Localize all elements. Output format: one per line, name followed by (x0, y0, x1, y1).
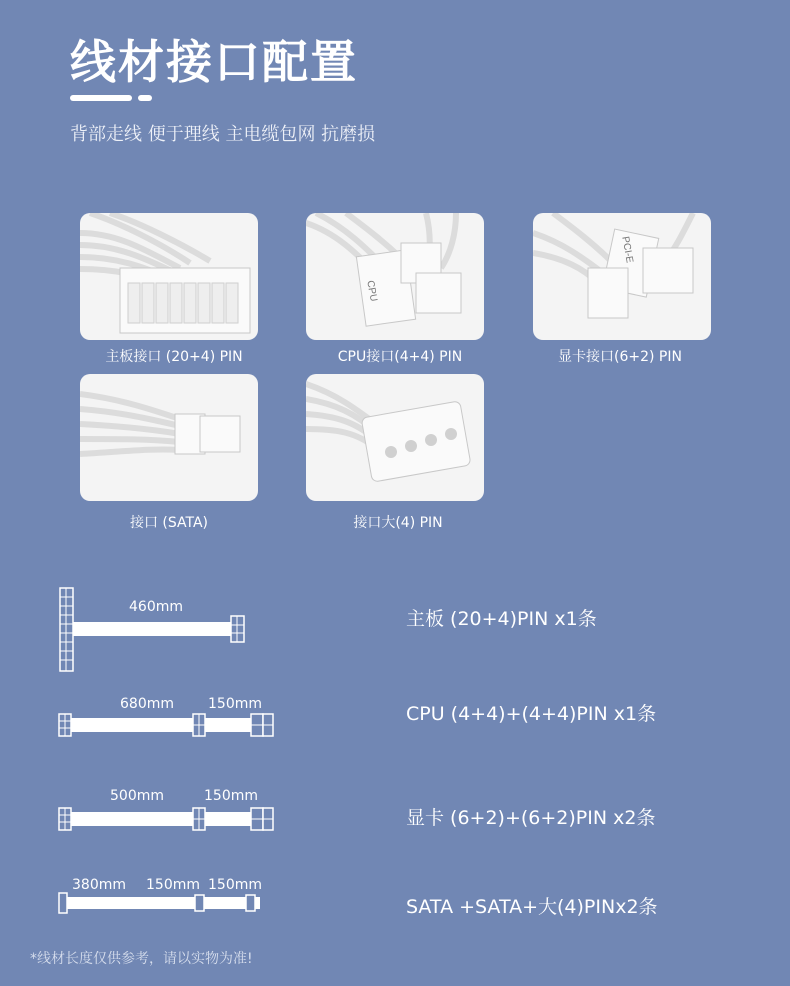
title-underline-short (138, 95, 152, 101)
cpu-cable-diagram (55, 710, 285, 742)
cable-spec: 显卡 (6+2)+(6+2)PIN x2条 (406, 807, 656, 829)
atx-24pin-connector-photo (80, 213, 258, 340)
cable-spec: CPU (4+4)+(4+4)PIN x1条 (406, 703, 657, 725)
footnote: *线材长度仅供参考，请以实物为准! (30, 951, 253, 967)
cable-length-label: 460mm (129, 599, 183, 615)
connector-caption: 显卡接口(6+2) PIN (558, 349, 682, 365)
cable-length-label: 150mm (204, 788, 258, 804)
cpu-8pin-connector-photo (306, 213, 484, 340)
connector-caption: CPU接口(4+4) PIN (337, 349, 463, 365)
cable-length-label: 500mm (110, 788, 164, 804)
cable-length-label: 150mm (208, 877, 262, 893)
cable-length-label: 680mm (120, 696, 174, 712)
connector-caption: 接口大(4) PIN (353, 515, 443, 531)
pcie-8pin-connector-photo (533, 213, 711, 340)
page-title: 线材接口配置 (70, 35, 358, 89)
sata-cable-end (255, 890, 261, 918)
sata-connector-photo (80, 374, 258, 501)
connector-caption: 主板接口 (20+4) PIN (105, 349, 243, 365)
title-underline-long (70, 95, 132, 101)
cable-length-label: 150mm (146, 877, 200, 893)
molex-4pin-connector-photo (306, 374, 484, 501)
cable-spec: 主板 (20+4)PIN x1条 (406, 608, 597, 630)
page-subtitle: 背部走线 便于理线 主电缆包网 抗磨损 (70, 124, 376, 145)
cpu-print: CPU (364, 279, 379, 303)
cable-spec: SATA +SATA+大(4)PINx2条 (406, 896, 658, 918)
cable-length-label: 380mm (72, 877, 126, 893)
sata-cable-diagram (55, 890, 265, 918)
connector-caption: 接口 (SATA) (129, 515, 209, 531)
gpu-cable-diagram (55, 805, 285, 835)
cable-length-label: 150mm (208, 696, 262, 712)
pcie-print: PCI-E (619, 235, 635, 264)
